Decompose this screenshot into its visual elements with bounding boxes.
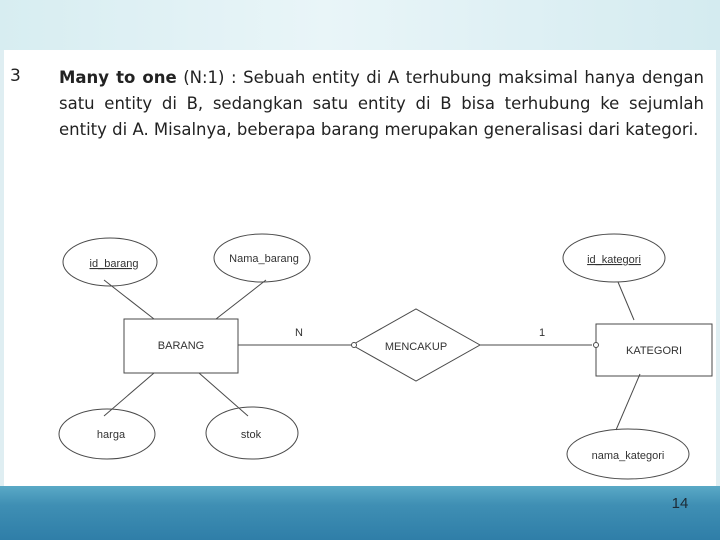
line-namakategori-kategori <box>616 374 640 430</box>
entity-label-barang: BARANG <box>157 340 205 352</box>
attribute-label-id-barang: id_barang <box>89 258 139 270</box>
cardinality-marker-right <box>594 343 599 348</box>
relationship-label: MENCAKUP <box>384 341 448 353</box>
cardinality-1: 1 <box>538 327 546 339</box>
line-idkategori-kategori <box>618 282 634 320</box>
description-paragraph <box>59 65 704 143</box>
cardinality-n: N <box>295 327 303 339</box>
page-number: 14 <box>671 495 689 512</box>
entity-label-kategori: KATEGORI <box>625 345 683 357</box>
attribute-label-id-kategori: id_kategori <box>587 254 641 266</box>
er-diagram <box>4 222 716 486</box>
item-number: 3 <box>10 66 21 86</box>
title-bold: Many to one <box>59 68 177 87</box>
attribute-label-stok: stok <box>240 429 262 441</box>
attribute-label-nama-barang: Nama_barang <box>229 253 299 265</box>
header-band <box>0 0 720 50</box>
attribute-label-harga: harga <box>96 429 126 441</box>
slide-content <box>4 50 716 486</box>
attribute-label-nama-kategori: nama_kategori <box>591 450 665 462</box>
right-border <box>716 50 720 486</box>
cardinality-marker-left <box>352 343 357 348</box>
footer-band <box>0 486 720 540</box>
line-namabarang-barang <box>216 280 266 319</box>
description-text: (N:1) : Sebuah entity di A terhubung maksimal hanya dengan satu entity di B, sedangkan satu entity di B bisa terhubung ke sejumlah entity di A. Misalnya, beberapa barang merupakan generalisasi dari kategori. <box>59 68 704 139</box>
line-stok-barang <box>199 373 248 416</box>
